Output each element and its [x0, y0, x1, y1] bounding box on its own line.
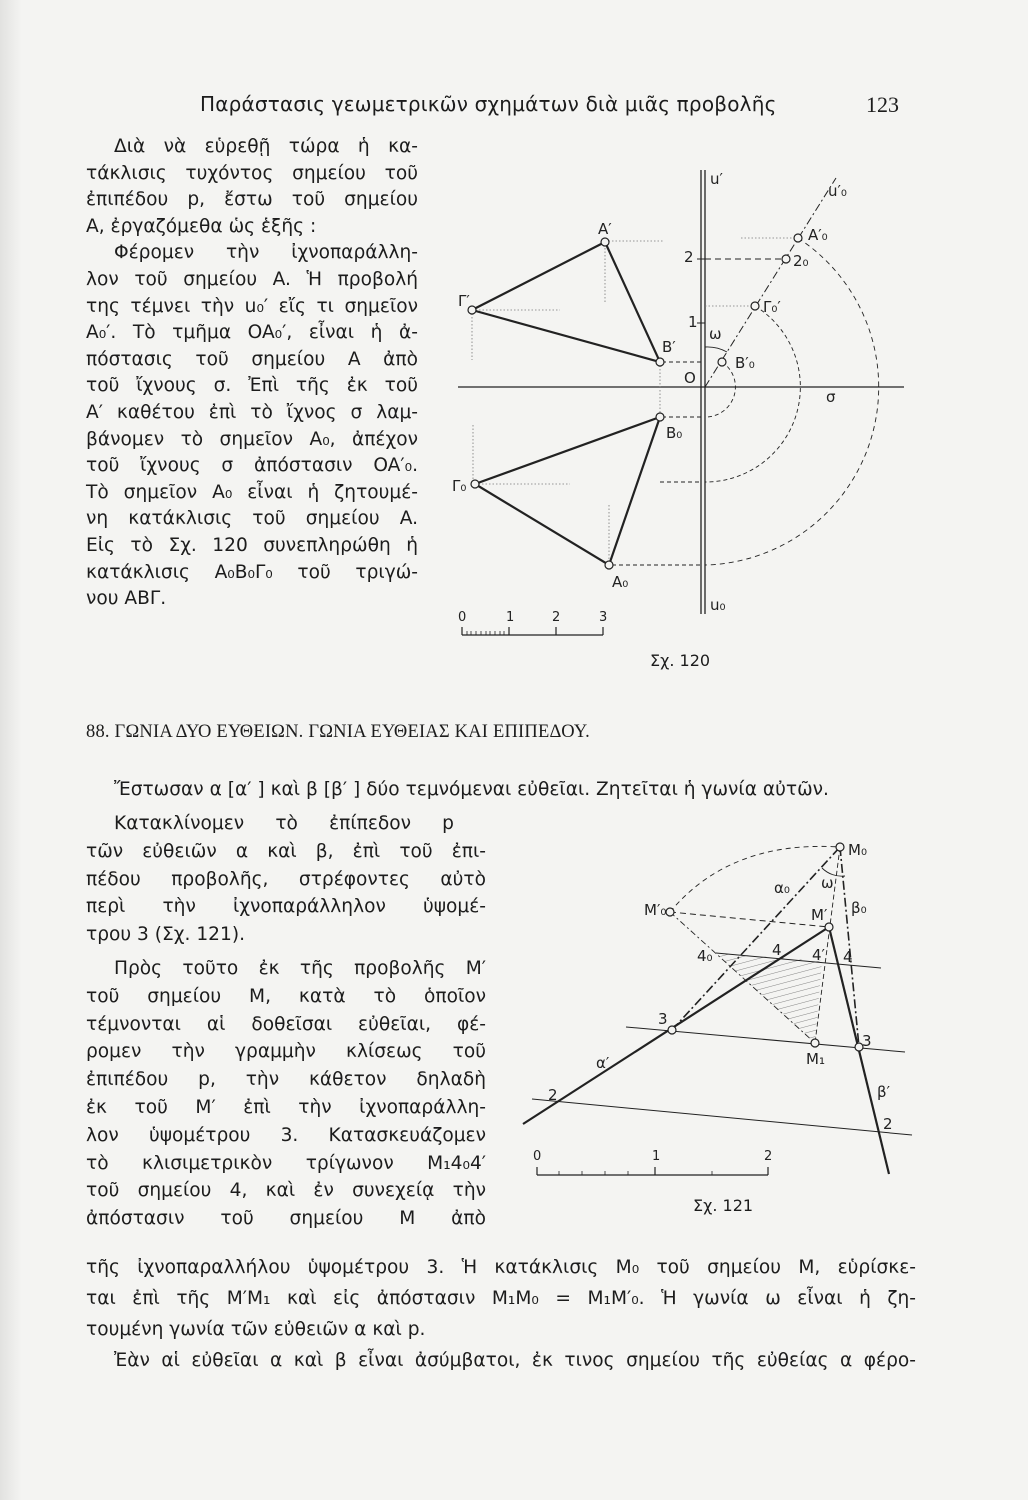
text-line: πόστασις τοῦ σημείου A ἀπὸ	[86, 348, 418, 370]
label-beta-prime: β′	[877, 1083, 890, 1101]
text-line: τάκλισις τυχόντος σημείου τοῦ	[86, 162, 418, 184]
scale-label-1: 1	[652, 1149, 661, 1164]
text-line: πέδου προβολῆς, στρέφοντες αὐτὸ	[86, 868, 486, 890]
label-G0-prime: Γ₀′	[763, 298, 781, 316]
label-B0: B₀	[666, 424, 683, 442]
scale-label-2: 2	[764, 1149, 773, 1164]
text-line: Ἐὰν αἱ εὐθεῖαι α καὶ β εἶναι ἀσύμβατοι, ἐκ τινος σημείου τῆς εὐθείας α φέρο-	[114, 1350, 916, 1371]
label-O: O	[684, 369, 696, 387]
label-3-right: 3	[862, 1032, 872, 1050]
label-omega: ω	[821, 874, 834, 892]
scale-label-3: 3	[599, 610, 608, 625]
label-3-left: 3	[658, 1010, 668, 1028]
text-line: λον ὑψομέτρου 3. Κατασκευάζομεν	[86, 1124, 486, 1146]
running-head: Παράστασις γεωμετρικῶν σχημάτων διὰ μιᾶς προβολῆς	[200, 92, 777, 116]
label-2-right: 2	[883, 1115, 893, 1133]
label-B0-prime: B′₀	[735, 354, 755, 372]
label-A0-prime: A′₀	[808, 226, 828, 244]
section-title: 88. ΓΩΝΙΑ ΔΥΟ ΕΥΘΕΙΩΝ. ΓΩΝΙΑ ΕΥΘΕΙΑΣ ΚΑΙ ΕΠΙΠΕΔΟΥ.	[86, 722, 590, 742]
label-u-prime: u′	[710, 170, 723, 188]
text-line: A, ἐργαζόμεθα ὡς ἑξῆς :	[86, 215, 317, 237]
text-line: A′ καθέτου ἐπὶ τὸ ἴχνος σ λαμ-	[86, 401, 418, 423]
figure-120-caption: Σχ. 120	[650, 651, 711, 670]
label-2-left: 2	[548, 1086, 558, 1104]
label-u0: u₀	[710, 596, 726, 614]
scale-label-0: 0	[458, 610, 467, 625]
text-line: της τέμνει τὴν u₀′ εἴς τι σημεῖον	[86, 295, 418, 317]
figure-121-caption: Σχ. 121	[693, 1196, 754, 1215]
text-line: ἐπιπέδου p, τὴν κάθετον δηλαδὴ	[86, 1069, 486, 1091]
text-line: Κατακλίνομεν τὸ ἐπίπεδον p	[114, 813, 454, 834]
tick-label-2: 2	[684, 248, 694, 266]
text-line: Διὰ νὰ εὑρεθῇ τώρα ἡ κα-	[114, 136, 418, 157]
label-alpha-prime: α′	[596, 1054, 610, 1072]
scale-label-0: 0	[533, 1149, 542, 1164]
paragraph-block-3	[86, 1252, 916, 1376]
text-line: Εἰς τὸ Σχ. 120 συνεπληρώθη ἡ	[86, 534, 418, 556]
label-M0: M₀	[848, 841, 867, 859]
label-4-prime: 4′	[812, 946, 825, 964]
label-omega: ω	[709, 325, 722, 343]
label-sigma: σ	[826, 388, 836, 406]
label-G-prime: Γ′	[458, 292, 470, 310]
text-line: τουμένη γωνία τῶν εὐθειῶν α καὶ p.	[86, 1319, 426, 1340]
label-u0-prime: u′₀	[828, 182, 847, 200]
text-line: ται ἐπὶ τῆς M′M₁ καὶ εἰς ἀπόστασιν M₁M₀ = M₁M′₀. Ἡ γωνία ω εἶναι ἡ ζη-	[86, 1288, 916, 1309]
label-4-right: 4	[843, 948, 853, 966]
label-beta0: β₀	[851, 899, 867, 917]
text-line: περὶ τὴν ἰχνοπαράλληλον ὑψομέ-	[86, 896, 486, 918]
text-line: τοῦ ἴχνους σ. Ἐπὶ τῆς ἐκ τοῦ	[86, 375, 418, 397]
text-line: βάνομεν τὸ σημεῖον A₀, ἀπέχον	[86, 428, 418, 450]
label-4: 4	[772, 941, 782, 959]
text-line: νη κατάκλισις τοῦ σημείου A.	[86, 508, 418, 530]
text-line: A₀′. Τὸ τμῆμα OA₀′, εἶναι ἡ ἀ-	[86, 322, 418, 344]
text-line: τῆς ἰχνοπαραλλήλου ὑψομέτρου 3. Ἡ κατάκλισις M₀ τοῦ σημείου M, εὑρίσκε-	[86, 1257, 916, 1278]
text-line: νου ABΓ.	[86, 588, 167, 610]
text-line: τέμνονται αἱ δοθεῖσαι εὐθεῖαι, φέ-	[86, 1013, 486, 1035]
label-M-prime: M′	[811, 906, 828, 924]
label-B-prime: B′	[662, 338, 676, 356]
label-G0: Γ₀	[452, 477, 467, 495]
scale-label-1: 1	[506, 610, 515, 625]
label-alpha0: α₀	[774, 879, 790, 897]
label-M1: M₁	[806, 1050, 825, 1068]
text-line: τοῦ σημείου M, κατὰ τὸ ὁποῖον	[86, 985, 486, 1007]
text-line: λον τοῦ σημείου A. Ἡ προβολή	[86, 268, 418, 290]
label-4o: 4₀	[697, 947, 713, 965]
text-line: Πρὸς τοῦτο ἐκ τῆς προβολῆς M′	[114, 957, 486, 979]
label-M0-prime: M′₀	[644, 901, 667, 919]
scale-label-2: 2	[552, 610, 561, 625]
text-line: ἐκ τοῦ M′ ἐπὶ τὴν ἰχνοπαράλλη-	[86, 1096, 486, 1118]
label-A0: A₀	[612, 573, 629, 591]
text-line: τρου 3 (Σχ. 121).	[86, 924, 246, 946]
text-line: Τὸ σημεῖον A₀ εἶναι ἡ ζητουμέ-	[86, 481, 418, 503]
label-2o: 2₀	[793, 252, 809, 270]
label-A-prime: A′	[598, 220, 612, 238]
page-number: 123	[866, 92, 899, 117]
text-line: κατάκλισις A₀B₀Γ₀ τοῦ τριγώ-	[86, 561, 418, 583]
text-line: ἀπόστασιν τοῦ σημείου M ἀπὸ	[86, 1208, 486, 1230]
text-line: τῶν εὐθειῶν α καὶ β, ἐπὶ τοῦ ἐπι-	[86, 840, 486, 862]
text-line: τοῦ σημείου 4, καὶ ἐν συνεχείᾳ τὴν	[86, 1180, 486, 1202]
text-line: ἐπιπέδου p, ἔστω τοῦ σημείου	[86, 189, 418, 211]
text-line: ρομεν τὴν γραμμὴν κλίσεως τοῦ	[86, 1041, 486, 1063]
text-line: Φέρομεν τὴν ἰχνοπαράλλη-	[114, 242, 418, 264]
text-line: τὸ κλισιμετρικὸν τρίγωνον M₁4₀4′	[86, 1152, 486, 1174]
text-line: τοῦ ἴχνους σ ἀπόστασιν OA′₀.	[86, 455, 418, 477]
text-line: Ἔστωσαν α [α′ ] καὶ β [β′ ] δύο τεμνόμεναι εὐθεῖαι. Ζητεῖται ἡ γωνία αὐτῶν.	[114, 779, 829, 800]
tick-label-1: 1	[688, 313, 698, 331]
